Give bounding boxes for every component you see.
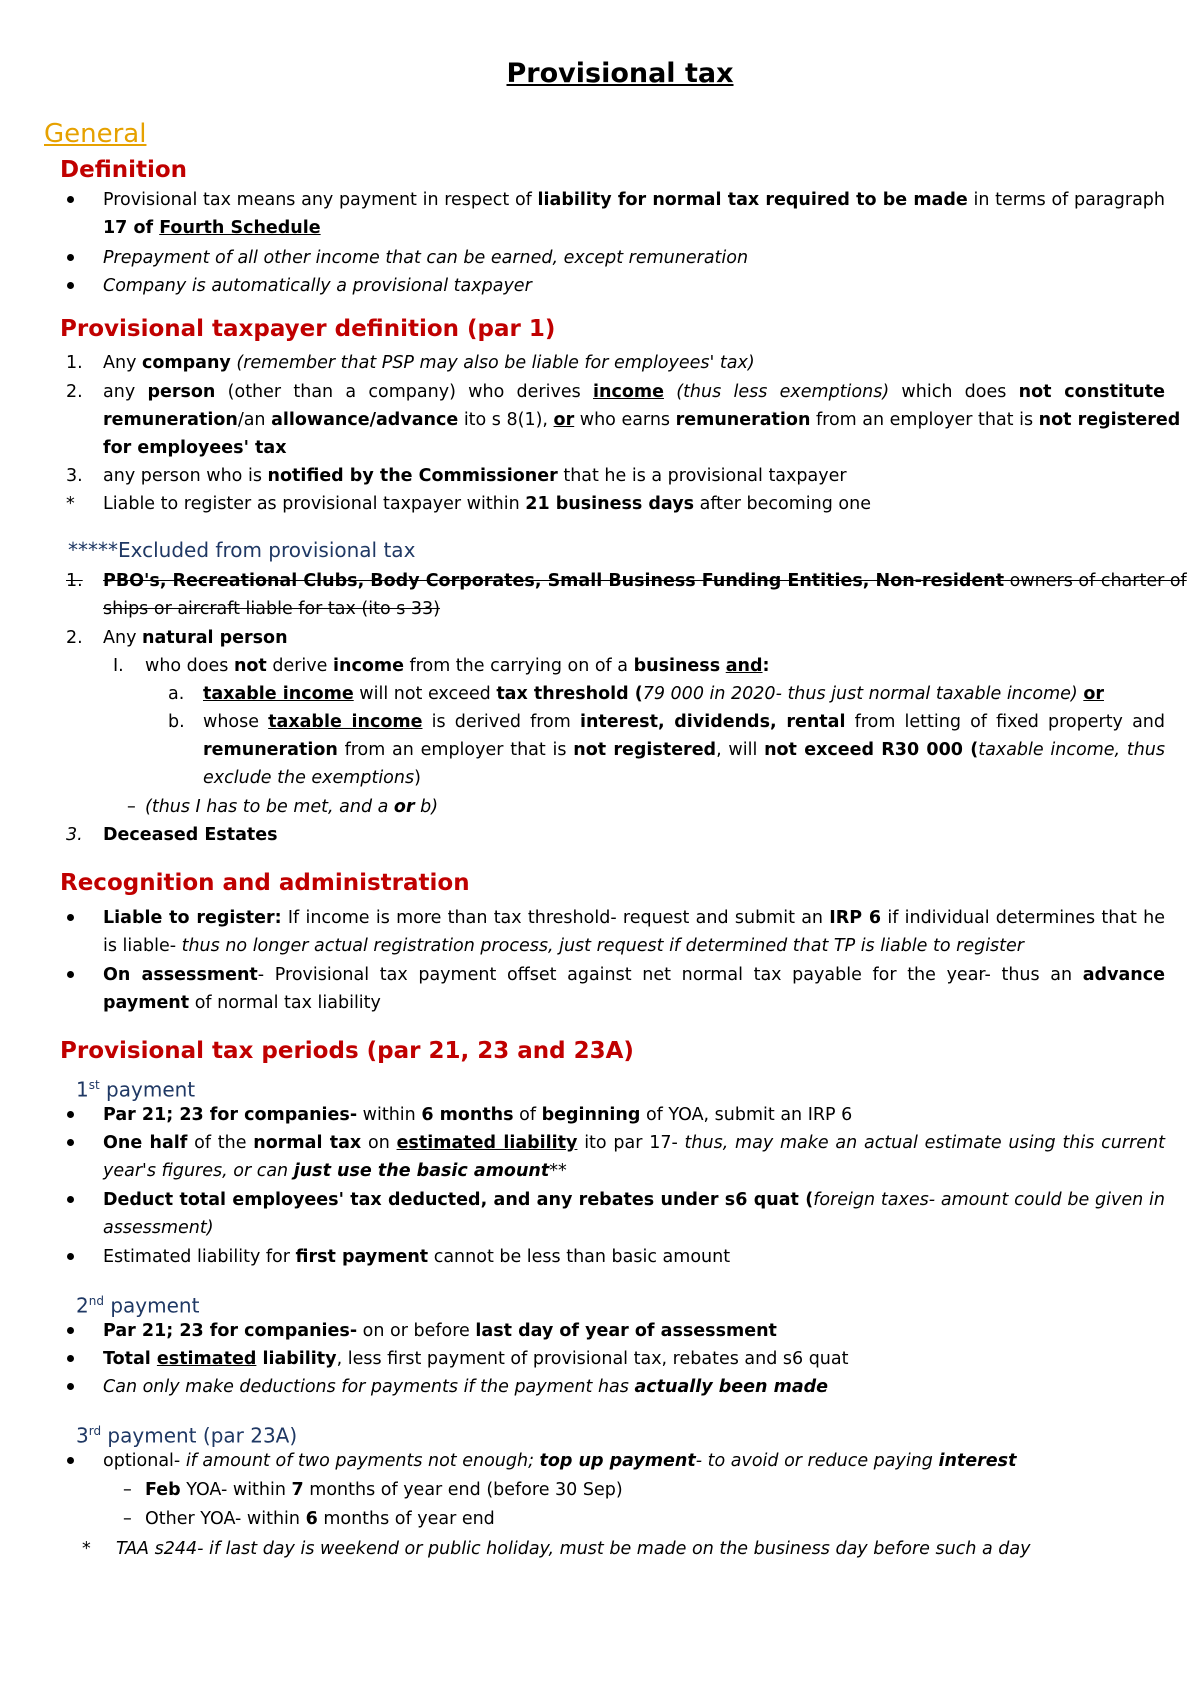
bullet-icon <box>67 971 74 978</box>
ptd-item-3: any person who is notified by the Commissioner that he is a provisional taxpayer <box>103 466 847 486</box>
heading-provisional-tax-periods: Provisional tax periods (par 21, 23 and 23A) <box>60 1038 634 1064</box>
excluded-item-1-line-1: PBO's, Recreational Clubs, Body Corporates, Small Business Funding Entities, Non-resident owners of charter of <box>103 571 1187 591</box>
bullet-icon <box>67 1457 74 1464</box>
subheading-third-payment: 3rd payment (par 23A) <box>76 1423 298 1448</box>
excluded-item-2: Any natural person <box>103 628 288 648</box>
dash-marker: – <box>127 797 136 817</box>
list-number: 1. <box>66 571 83 591</box>
ptd-item-2-line-3: for employees' tax <box>103 438 287 458</box>
excluded-item-2-b-line-3: exclude the exemptions) <box>203 768 421 788</box>
first-payment-bullet-3-line-1: Deduct total employees' tax deducted, and any rebates under s6 quat (foreign taxes- amount could be given in <box>103 1190 1166 1210</box>
recognition-bullet-1-line-2: is liable- thus no longer actual registration process, just request if determined that TP is liable to register <box>103 936 1024 956</box>
first-payment-bullet-1: Par 21; 23 for companies- within 6 months of beginning of YOA, submit an IRP 6 <box>103 1105 853 1125</box>
subheading-second-payment: 2nd payment <box>76 1293 200 1318</box>
bullet-icon <box>67 1196 74 1203</box>
list-letter: a. <box>168 684 185 704</box>
recognition-bullet-1-line-1: Liable to register: If income is more than tax threshold- request and submit an IRP 6 if individual determines that he <box>103 908 1166 928</box>
excluded-item-2-b-line-1: whose taxable income is derived from interest, dividends, rental from letting of fixed property and <box>203 712 1165 732</box>
subheading-excluded: *****Excluded from provisional tax <box>68 538 416 562</box>
list-number: 3. <box>66 466 83 486</box>
asterisk-marker: * <box>82 1539 91 1559</box>
ptd-note: Liable to register as provisional taxpayer within 21 business days after becoming one <box>103 494 871 514</box>
subheading-first-payment: 1st payment <box>76 1077 196 1102</box>
ptd-item-2-line-1: any person (other than a company) who derives income (thus less exemptions) which does not constitute <box>103 382 1165 402</box>
first-payment-bullet-2-line-2: year's figures, or can just use the basic amount** <box>103 1161 567 1181</box>
excluded-item-2-i: who does not derive income from the carrying on of a business and: <box>145 656 770 676</box>
ptd-item-1: Any company (remember that PSP may also be liable for employees' tax) <box>103 353 755 373</box>
list-letter: b. <box>168 712 185 732</box>
recognition-bullet-2-line-1: On assessment- Provisional tax payment offset against net normal tax payable for the year- thus an advance <box>103 965 1166 985</box>
first-payment-bullet-4: Estimated liability for first payment cannot be less than basic amount <box>103 1247 731 1267</box>
page-title: Provisional tax <box>506 58 734 89</box>
first-payment-bullet-2-line-1: One half of the normal tax on estimated liability ito par 17- thus, may make an actual estimate using this current <box>103 1133 1165 1153</box>
bullet-icon <box>67 282 74 289</box>
definition-bullet-3: Company is automatically a provisional taxpayer <box>103 276 532 296</box>
first-payment-bullet-3-line-2: assessment) <box>103 1218 214 1238</box>
second-payment-bullet-3: Can only make deductions for payments if the payment has actually been made <box>103 1377 829 1397</box>
asterisk-marker: * <box>66 494 75 514</box>
heading-provisional-taxpayer-definition: Provisional taxpayer definition (par 1) <box>60 316 556 342</box>
third-payment-bullet-1: optional- if amount of two payments not enough; top up payment- to avoid or reduce paying interest <box>103 1451 1017 1471</box>
list-number: 2. <box>66 382 83 402</box>
excluded-note: (thus I has to be met, and a or b) <box>145 797 439 817</box>
section-general: General <box>44 119 147 149</box>
second-payment-bullet-2: Total estimated liability, less first payment of provisional tax, rebates and s6 quat <box>103 1349 849 1369</box>
definition-bullet-2: Prepayment of all other income that can be earned, except remuneration <box>103 248 749 268</box>
excluded-item-1-line-2: ships or aircraft liable for tax (ito s 33) <box>103 599 441 619</box>
heading-recognition: Recognition and administration <box>60 870 470 896</box>
recognition-bullet-2-line-2: payment of normal tax liability <box>103 993 381 1013</box>
list-number: 2. <box>66 628 83 648</box>
bullet-icon <box>67 1253 74 1260</box>
list-number: I. <box>113 656 124 676</box>
third-payment-sub-1: Feb YOA- within 7 months of year end (before 30 Sep) <box>145 1480 623 1500</box>
third-payment-sub-2: Other YOA- within 6 months of year end <box>145 1509 495 1529</box>
ptd-item-2-line-2: remuneration/an allowance/advance ito s 8(1), or who earns remuneration from an employer that is not registered <box>103 410 1181 430</box>
bullet-icon <box>67 1355 74 1362</box>
bullet-icon <box>67 1111 74 1118</box>
bullet-icon <box>67 196 74 203</box>
taa-note: TAA s244- if last day is weekend or public holiday, must be made on the business day before such a day <box>116 1539 1031 1559</box>
excluded-item-3: Deceased Estates <box>103 825 278 845</box>
excluded-item-2-a: taxable income will not exceed tax threshold (79 000 in 2020- thus just normal taxable income) or <box>203 684 1104 704</box>
bullet-icon <box>67 914 74 921</box>
bullet-icon <box>67 1327 74 1334</box>
bullet-icon <box>67 254 74 261</box>
list-number: 3. <box>66 825 83 845</box>
heading-definition: Definition <box>60 157 188 183</box>
definition-bullet-1-line-2: 17 of Fourth Schedule <box>103 218 321 238</box>
dash-marker: – <box>123 1480 132 1500</box>
excluded-item-2-b-line-2: remuneration from an employer that is not registered, will not exceed R30 000 (taxable income, thus <box>203 740 1165 760</box>
bullet-icon <box>67 1139 74 1146</box>
dash-marker: – <box>123 1509 132 1529</box>
second-payment-bullet-1: Par 21; 23 for companies- on or before last day of year of assessment <box>103 1321 777 1341</box>
definition-bullet-1-line-1: Provisional tax means any payment in respect of liability for normal tax required to be made in terms of paragraph <box>103 190 1165 210</box>
bullet-icon <box>67 1383 74 1390</box>
list-number: 1. <box>66 353 83 373</box>
